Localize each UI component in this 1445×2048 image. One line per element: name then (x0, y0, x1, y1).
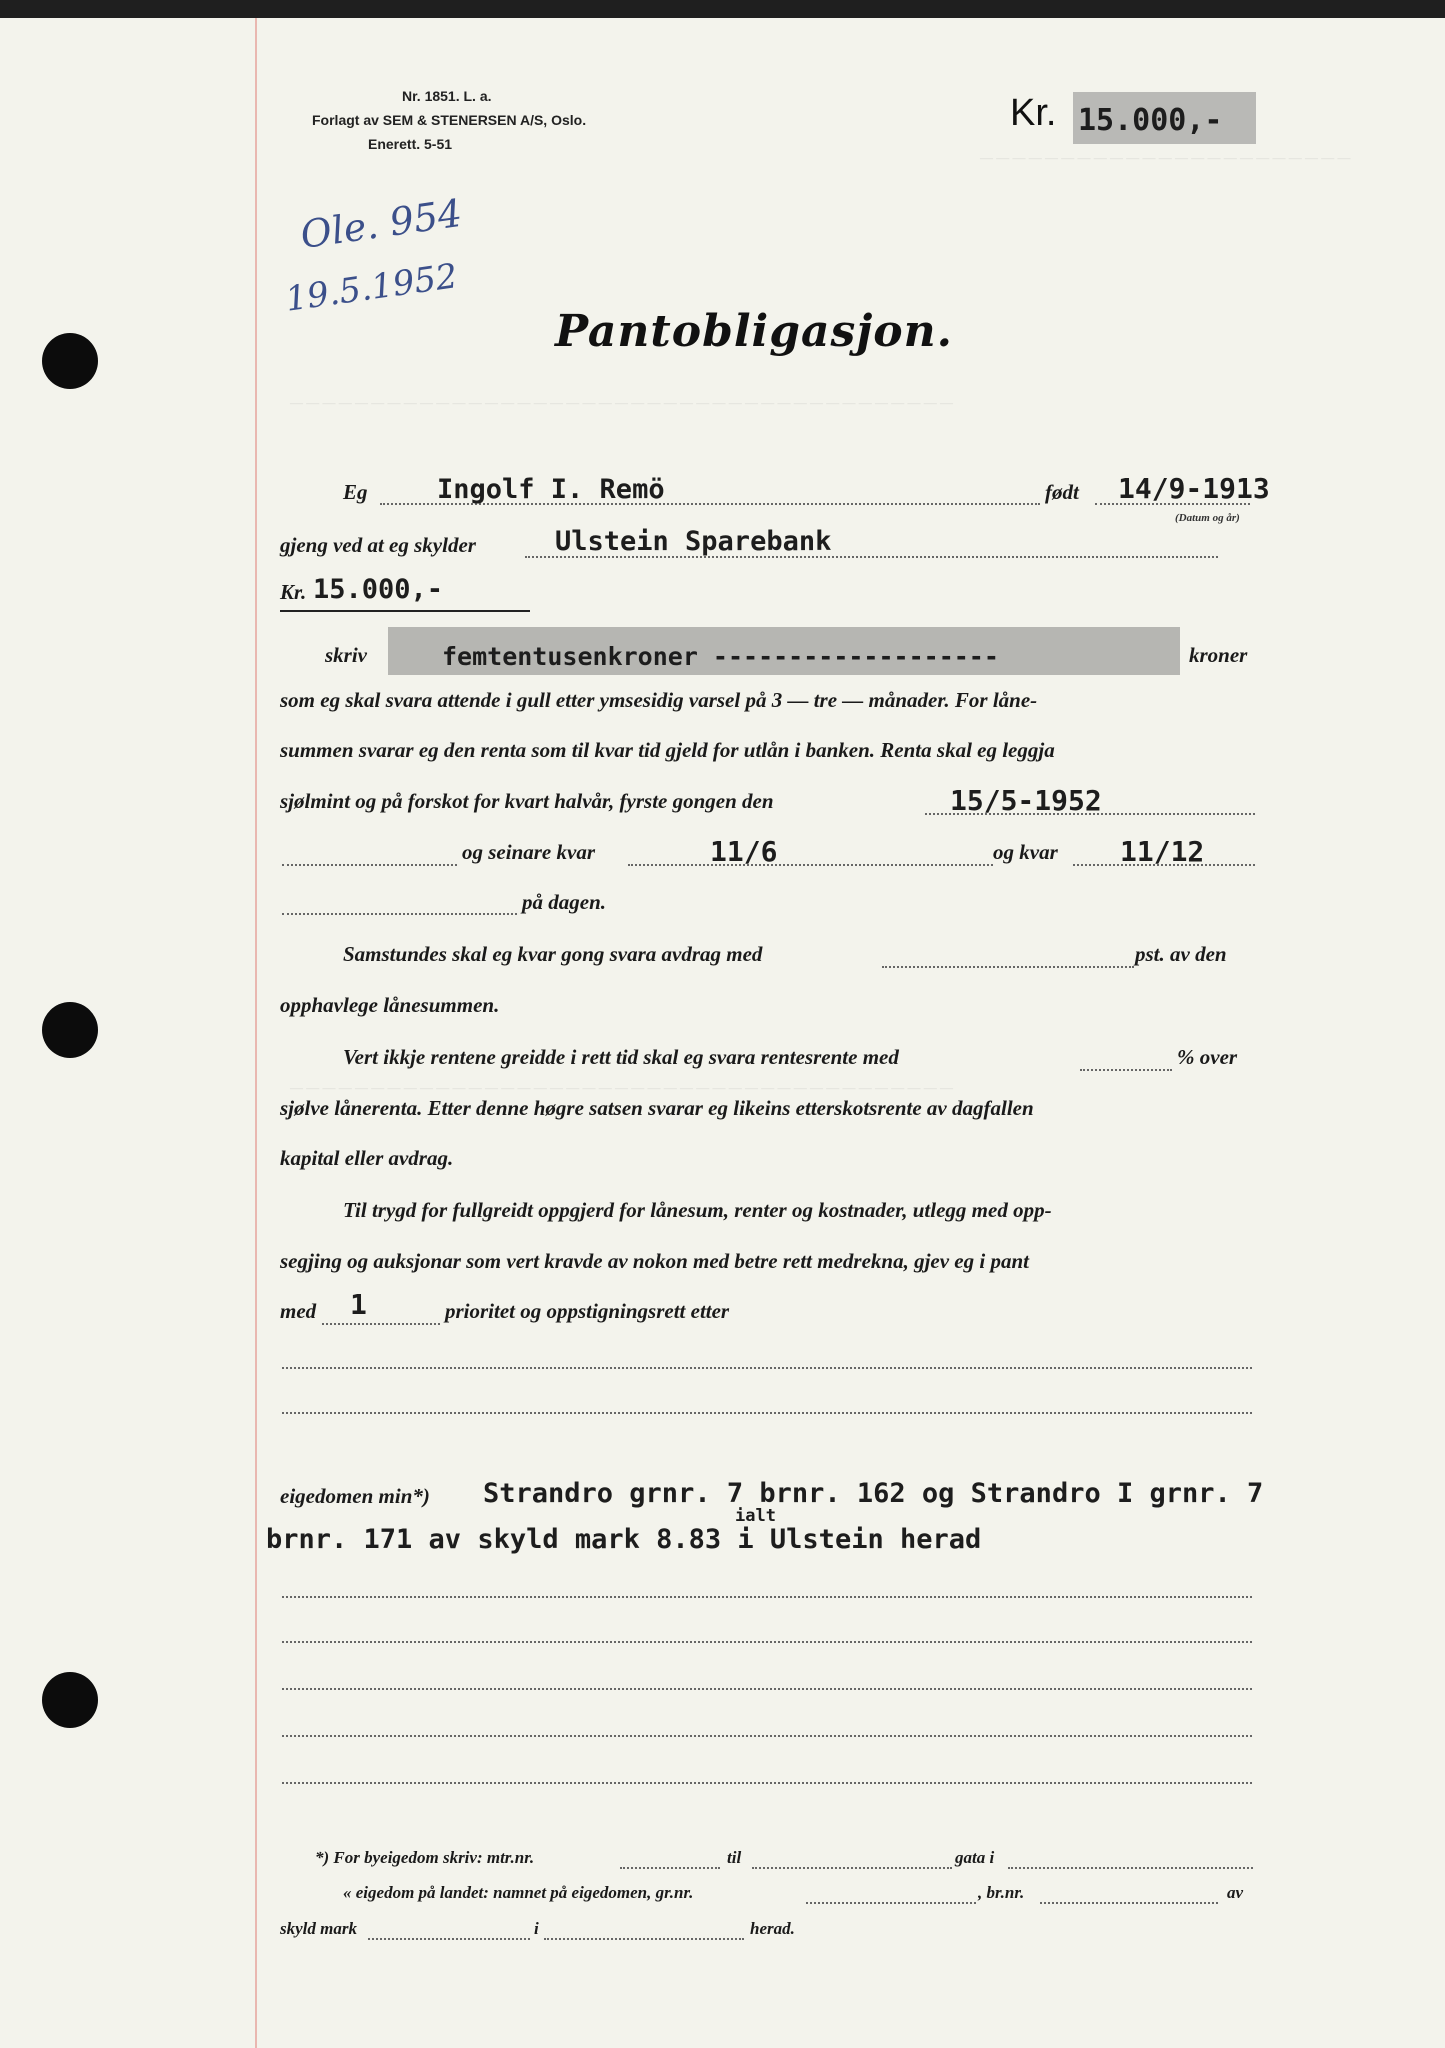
footnote-1c: gata i (955, 1848, 995, 1867)
body-line-4b: og kvar (993, 840, 1058, 864)
priority-value: 1 (350, 1288, 367, 1321)
body-line-4a: og seinare kvar (462, 840, 595, 864)
second-date: 11/6 (710, 835, 778, 868)
publisher-line-3: Enerett. 5-51 (368, 136, 453, 152)
property-line-2: brnr. 171 av skyld mark 8.83 i Ulstein herad (266, 1524, 982, 1555)
property-line-1: Strandro grnr. 7 brnr. 162 og Strandro I grnr. 7 (483, 1478, 1264, 1509)
eg-label: Eg (343, 480, 368, 504)
footnote-line (1040, 1902, 1218, 1904)
body-line-11: Til trygd for fullgreidt oppgjerd for lånesum, renter og kostnader, utlegg med opp- (343, 1198, 1052, 1222)
footnote-line (620, 1867, 720, 1869)
footnote-3a: skyld mark (280, 1919, 357, 1938)
debtor-name: Ingolf I. Remö (437, 474, 665, 505)
body-line-5: på dagen. (522, 890, 606, 914)
installment-line (882, 966, 1134, 968)
footnote-line (544, 1938, 744, 1940)
kr-underline (280, 610, 530, 612)
property-label: eigedomen min*) (280, 1484, 430, 1508)
fodt-label: født (1045, 480, 1079, 504)
amount-words: femtentusenkroner ------------------- (442, 642, 999, 671)
blank-line (282, 1641, 1252, 1643)
body-line-9: sjølve lånerenta. Etter denne høgre satsen svarar eg likeins etterskotsrente av dagfallen (280, 1096, 1034, 1120)
blank-line (282, 1367, 1252, 1369)
footnote-2a: « eigedom på landet: namnet på eigedomen, gr.nr. (343, 1883, 694, 1902)
punch-hole-icon (42, 1002, 98, 1058)
body-line-6b: pst. av den (1135, 942, 1227, 966)
blank-line (282, 1688, 1252, 1690)
priority-line (322, 1323, 440, 1325)
property-insert: ialt (735, 1506, 776, 1526)
handwritten-number: Ole. 954 (297, 190, 465, 258)
amount-box-label: Kr. (1010, 92, 1057, 134)
footnote-line (1008, 1867, 1253, 1869)
publisher-line-1: Nr. 1851. L. a. (402, 88, 492, 104)
bleed-through: — — — — — — — — — — — — — — — — — — — — — — — — — — — — — — — — — — — — — — — — — (290, 395, 953, 410)
body-line-7: opphavlege lånesummen. (280, 993, 500, 1017)
bleed-through: — — — — — — — — — — — — — — — — — — — — — — — (980, 150, 1351, 165)
punch-hole-icon (42, 333, 98, 389)
date-hint: (Datum og år) (1175, 512, 1240, 524)
body-line-1: som eg skal svara attende i gull etter ymsesidig varsel på 3 — tre — månader. For låne- (280, 688, 1038, 712)
blank-line (282, 1735, 1252, 1737)
amount-box-value: 15.000,- (1078, 103, 1223, 138)
footnote-3b: i (534, 1919, 539, 1938)
footnote-2c: av (1227, 1883, 1244, 1902)
creditor-name: Ulstein Sparebank (555, 526, 832, 557)
kr-value: 15.000,- (313, 574, 444, 605)
blank-line (282, 913, 517, 915)
body-line-13b: prioritet og oppstigningsrett etter (445, 1299, 730, 1323)
kroner-label: kroner (1189, 643, 1248, 667)
footnote-line (806, 1902, 976, 1904)
bleed-through: — — — — — — — — — — — — — — — — — — — — — — — — — — — — — — — — — — — — — — — — — (290, 1080, 953, 1095)
skriv-label: skriv (325, 643, 367, 667)
blank-line (282, 1782, 1252, 1784)
second-date-line (628, 864, 993, 866)
margin-rule (255, 18, 257, 2048)
blank-line (282, 864, 457, 866)
body-line-8b: % over (1177, 1045, 1238, 1069)
birth-date: 14/9-1913 (1118, 472, 1270, 505)
footnote-line (368, 1938, 530, 1940)
blank-line (282, 1412, 1252, 1414)
handwritten-date: 19.5.1952 (283, 256, 460, 320)
blank-line (282, 1596, 1252, 1598)
body-line-6a: Samstundes skal eg kvar gong svara avdrag med (343, 942, 763, 966)
footnote-2b: , br.nr. (978, 1883, 1025, 1902)
kr-label: Kr. (280, 580, 307, 604)
publisher-line-2: Forlagt av SEM & STENERSEN A/S, Oslo. (312, 112, 587, 128)
first-date: 15/5-1952 (950, 784, 1102, 817)
body-line-3: sjølmint og på forskot for kvart halvår, fyrste gongen den (280, 789, 774, 813)
body-line-12: segjing og auksjonar som vert kravde av nokon med betre rett medrekna, gjev eg i pant (280, 1249, 1029, 1273)
document-title: Pantobligasjon. (555, 306, 953, 357)
body-line-8a: Vert ikkje rentene greidde i rett tid skal eg svara rentesrente med (343, 1045, 899, 1069)
body-line-10: kapital eller avdrag. (280, 1146, 454, 1170)
scan-top-edge (0, 0, 1445, 18)
footnote-1a: *) For byeigedom skriv: mtr.nr. (315, 1848, 535, 1867)
body-line-2: summen svarar eg den renta som til kvar tid gjeld for utlån i banken. Renta skal eg leggja (280, 738, 1055, 762)
body-line-13a: med (280, 1299, 317, 1323)
third-date: 11/12 (1120, 835, 1205, 868)
owes-label: gjeng ved at eg skylder (280, 533, 476, 557)
footnote-1b: til (727, 1848, 742, 1867)
footnote-3c: herad. (750, 1919, 795, 1938)
punch-hole-icon (42, 1672, 98, 1728)
interest-line (1080, 1069, 1172, 1071)
footnote-line (752, 1867, 952, 1869)
